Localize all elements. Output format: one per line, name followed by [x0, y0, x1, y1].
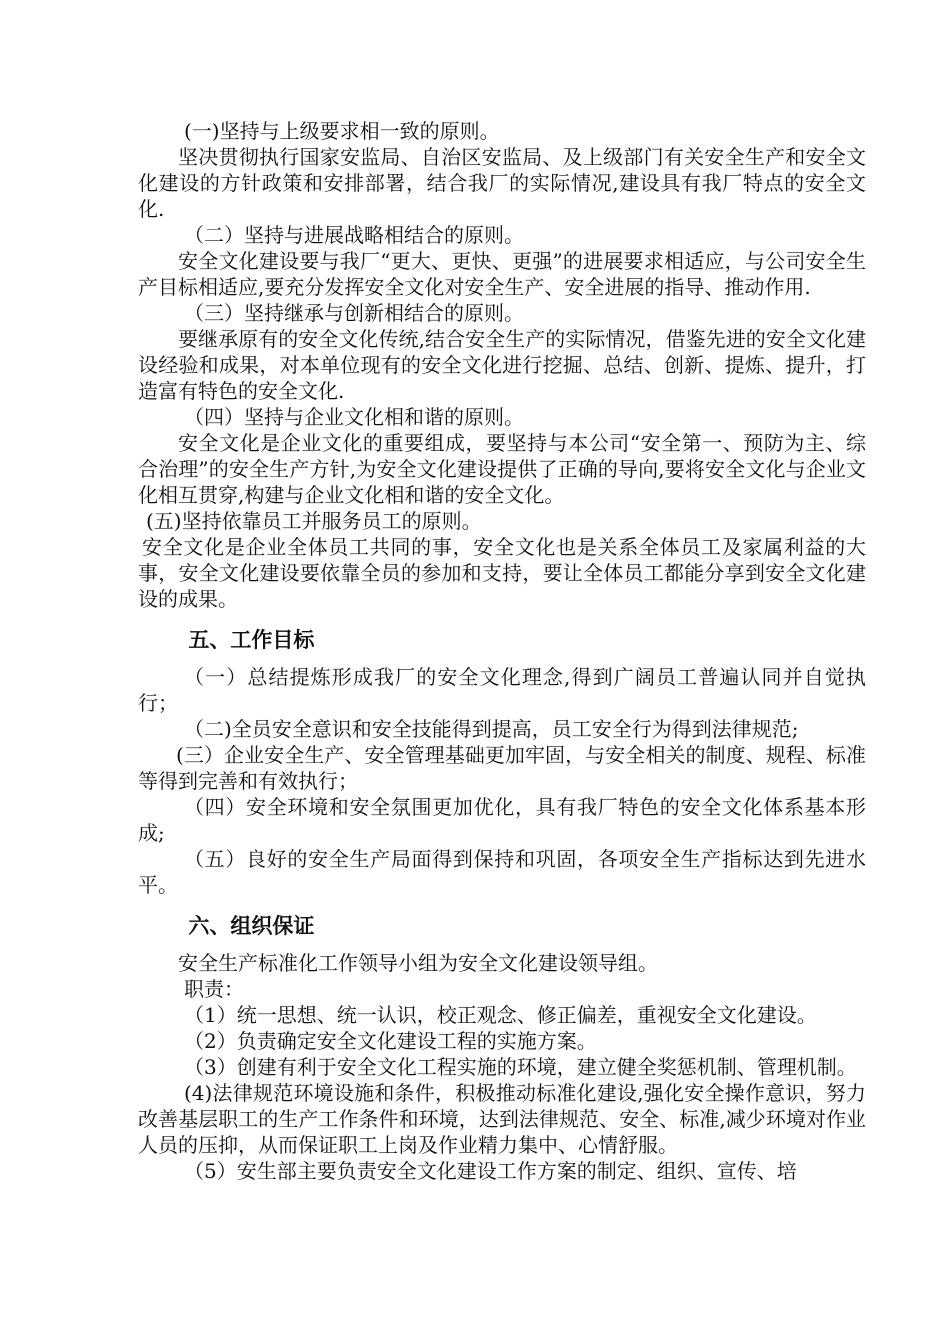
- principle-2-body: 安全文化建设要与我厂“更大、更快、更强”的进展要求相适应，与公司安全生产目标相适应,要充分发挥安全文化对安全生产、安全进展的指导、推动作用.: [138, 249, 866, 299]
- principle-5-title: (五)坚持依靠员工并服务员工的原则。: [146, 509, 482, 533]
- goal-item-5: （五）良好的安全生产局面得到保持和巩固，各项安全生产指标达到先进水平。: [138, 847, 866, 897]
- principle-1-title: (一)坚持与上级要求相一致的原则。: [184, 119, 500, 143]
- duty-item-3: （3）创建有利于安全文化工程实施的环境，建立健全奖惩机制、管理机制。: [184, 1055, 857, 1079]
- principle-3-body: 要继承原有的安全文化传统,结合安全生产的实际情况，借鉴先进的安全文化建设经验和成果，对本单位现有的安全文化进行挖掘、总结、创新、提炼、提升，打造富有特色的安全文化.: [138, 327, 866, 403]
- principle-2-title: （二）坚持与进展战略相结合的原则。: [184, 223, 524, 247]
- goal-item-2: （二)全员安全意识和安全技能得到提高，员工安全行为得到法律规范;: [184, 717, 799, 741]
- principle-1-body: 坚决贯彻执行国家安监局、自治区安监局、及上级部门有关安全生产和安全文化建设的方针政策和安排部署，结合我厂的实际情况,建设具有我厂特点的安全文化.: [138, 145, 866, 221]
- principle-4-title: （四）坚持与企业文化相和谐的原则。: [184, 405, 524, 429]
- duty-item-5: （5）安生部主要负责安全文化建设工作方案的制定、组织、宣传、培: [184, 1159, 797, 1183]
- goal-item-1: （一）总结提炼形成我厂的安全文化理念,得到广阔员工普遍认同并自觉执行；: [138, 665, 866, 715]
- goal-item-4: （四）安全环境和安全氛围更加优化，具有我厂特色的安全文化体系基本形成;: [138, 795, 866, 845]
- principle-4-body: 安全文化是企业文化的重要组成，要坚持与本公司“安全第一、预防为主、综合治理”的安全生产方针,为安全文化建设提供了正确的导向,要将安全文化与企业文化相互贯穿,构建与企业文化相和谐的安全文化。: [138, 431, 866, 507]
- duties-label: 职责：: [184, 977, 244, 1001]
- goal-item-3: (三）企业安全生产、安全管理基础更加牢固，与安全相关的制度、规程、标准等得到完善和有效执行；: [138, 743, 866, 793]
- duty-item-4: (4)法律规范环境设施和条件，积极推动标准化建设,强化安全操作意识，努力改善基层职工的生产工作条件和环境，达到法律规范、安全、标准,减少环境对作业人员的压抑，从而保证职工上岗及作业精力集中、心情舒服。: [138, 1081, 866, 1157]
- organization-intro: 安全生产标准化工作领导小组为安全文化建设领导组。: [178, 951, 658, 975]
- section-heading-organization: 六、组织保证: [188, 914, 315, 938]
- principle-3-title: （三）坚持继承与创新相结合的原则。: [184, 301, 524, 325]
- document-page: [138, 118, 866, 1184]
- principle-5-body: 安全文化是企业全体员工共同的事，安全文化也是关系全体员工及家属利益的大事，安全文化建设要依靠全员的参加和支持，要让全体员工都能分享到安全文化建设的成果。: [138, 535, 866, 611]
- duty-item-1: （1）统一思想、统一认识，校正观念、修正偏差，重视安全文化建设。: [184, 1003, 817, 1027]
- duty-item-2: （2）负责确定安全文化建设工程的实施方案。: [184, 1029, 597, 1053]
- section-heading-goals: 五、工作目标: [188, 628, 315, 652]
